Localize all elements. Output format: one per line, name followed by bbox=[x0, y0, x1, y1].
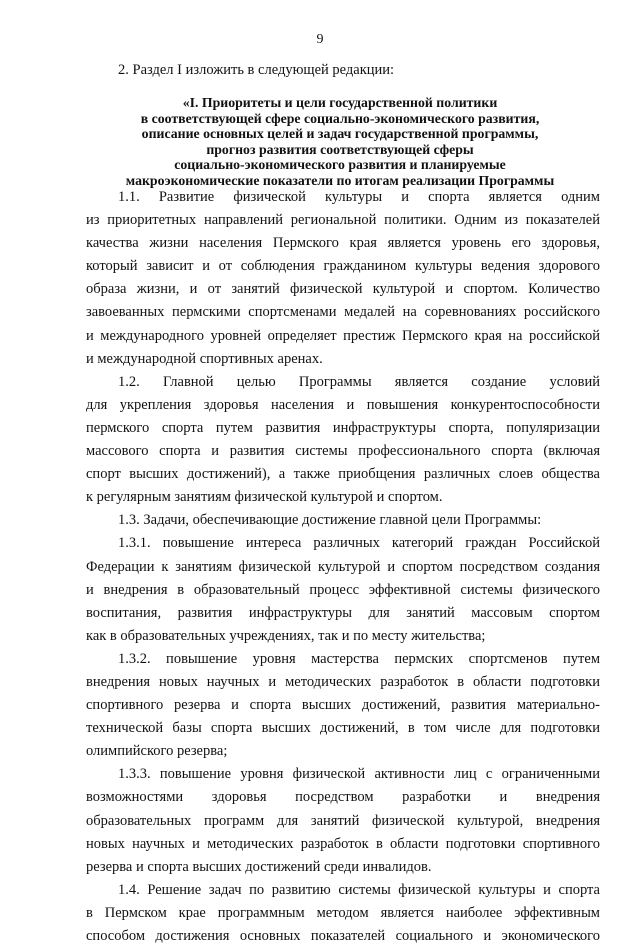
paragraph-line: 1.3.1. повышение интереса различных категорий граждан Российской bbox=[118, 535, 600, 552]
page-number: 9 bbox=[316, 32, 324, 47]
paragraph bbox=[86, 532, 600, 647]
paragraph-line: пермского спорта путем развития инфраструктуры спорта, популяризации bbox=[86, 419, 600, 436]
paragraph-line: 1.4. Решение задач по развитию системы физической культуры и спорта bbox=[118, 881, 600, 898]
paragraph-line: Федерации к занятиям физической культурой и спортом посредством создания bbox=[86, 558, 600, 575]
paragraph-line: как в образовательных учреждениях, так и по месту жительства; bbox=[86, 627, 486, 644]
paragraph-line: качества жизни населения Пермского края является уровень его здоровья, bbox=[86, 235, 600, 252]
paragraph-line: и международной спортивных аренах. bbox=[86, 350, 323, 367]
paragraph-line: 1.1. Развитие физической культуры и спорта является одним bbox=[118, 189, 600, 205]
paragraph-line: спортивного резерва и спорта высших достижений, развития материально- bbox=[86, 697, 600, 714]
paragraph bbox=[86, 648, 600, 763]
paragraph-line: новых научных и методических разработок в области подготовки спортивного bbox=[86, 835, 600, 852]
heading-line: прогноз развития соответствующей сферы bbox=[206, 141, 474, 157]
amendment-intro: 2. Раздел I изложить в следующей редакции: bbox=[118, 62, 395, 78]
paragraph-line: олимпийского резерва; bbox=[86, 743, 228, 760]
paragraph bbox=[86, 763, 600, 878]
heading-line: макроэкономические показатели по итогам реализации Программы bbox=[125, 172, 555, 188]
paragraph bbox=[86, 879, 600, 948]
paragraph-line: технической базы спорта высших достижений, в том числе для подготовки bbox=[86, 720, 600, 737]
paragraph-line: из приоритетных направлений региональной политики. Одним из показателей bbox=[86, 212, 600, 229]
paragraph-line: внедрения новых научных и методических разработок в области подготовки bbox=[86, 673, 600, 690]
heading-line: в соответствующей сфере социально-экономического развития, bbox=[140, 110, 540, 126]
paragraph-line: способом достижения основных показателей социального и экономического bbox=[86, 928, 600, 944]
paragraph-line: массового спорта и развития системы профессионального спорта (включая bbox=[86, 443, 600, 460]
paragraph bbox=[86, 371, 600, 510]
paragraph bbox=[86, 186, 600, 371]
paragraph-line: образовательных программ для занятий физической культурой, внедрения bbox=[86, 812, 600, 829]
paragraph-line: 1.3.3. повышение уровня физической активности лиц с ограниченными bbox=[118, 766, 600, 783]
paragraph-line: воспитания, развития инфраструктуры для занятий массовым спортом bbox=[86, 604, 600, 621]
section-heading bbox=[80, 95, 600, 188]
paragraph-line: к регулярным занятиям физической культурой и спортом. bbox=[86, 489, 443, 506]
paragraph-line: 1.3. Задачи, обеспечивающие достижение главной цели Программы: bbox=[118, 512, 542, 529]
paragraph-line: спорт высших достижений), а также приобщения различных слоев общества bbox=[86, 466, 600, 483]
heading-line: социально-экономического развития и планируемые bbox=[174, 157, 506, 172]
paragraph-line: возможностями здоровья посредством разработки и внедрения bbox=[86, 789, 600, 806]
paragraph-line: и внедрения в образовательный процесс эффективной системы физического bbox=[86, 581, 600, 598]
heading-line: «I. Приоритеты и цели государственной политики bbox=[182, 95, 498, 110]
paragraph-line: и международного уровней определяет престиж Пермского края на российской bbox=[86, 327, 600, 344]
paragraph-line: в Пермском крае программным методом является наиболее эффективным bbox=[86, 904, 600, 921]
paragraph-line: для укрепления здоровья населения и повышения конкурентоспособности bbox=[86, 396, 600, 413]
paragraph-line: который зависит и от соблюдения гражданином культуры ведения здорового bbox=[86, 258, 600, 275]
heading-line: описание основных целей и задач государственной программы, bbox=[141, 126, 539, 141]
paragraph-line: завоеванных пермскими спортсменами медалей на соревнованиях российского bbox=[86, 304, 600, 321]
paragraph-line: резерва и спорта высших достижений среди инвалидов. bbox=[86, 858, 432, 875]
paragraph-line: 1.3.2. повышение уровня мастерства пермских спортсменов путем bbox=[118, 650, 600, 667]
paragraph-line: образа жизни, и от занятий физической культурой и спортом. Количество bbox=[86, 281, 600, 298]
document-body bbox=[86, 186, 600, 948]
paragraph bbox=[86, 509, 600, 532]
paragraph-line: 1.2. Главной целью Программы является создание условий bbox=[118, 373, 600, 390]
